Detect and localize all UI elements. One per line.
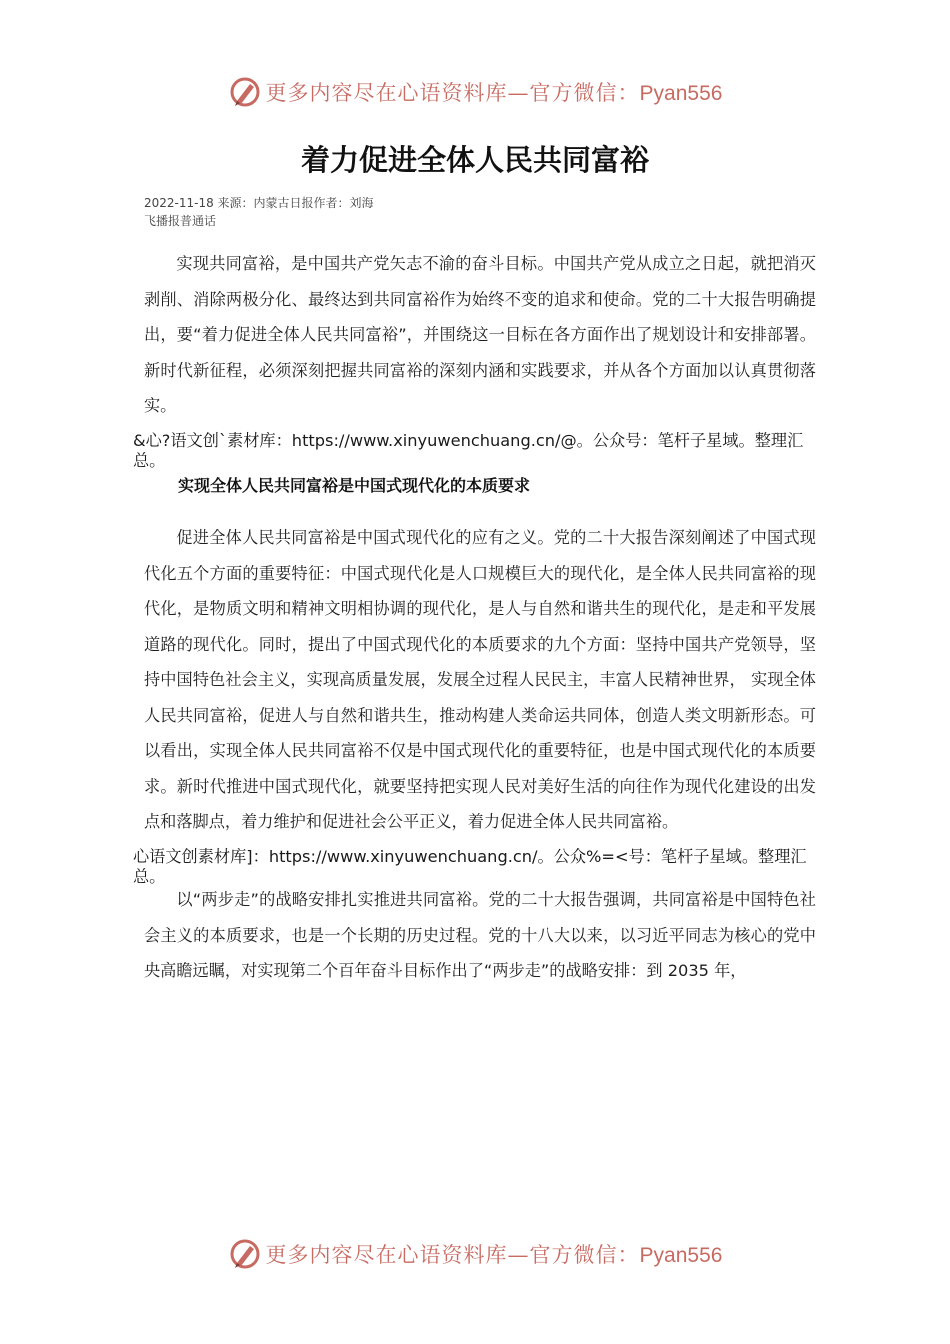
section-heading: 实现全体人民共同富裕是中国式现代化的本质要求: [178, 476, 531, 495]
paragraph-body: 促进全体人民共同富裕是中国式现代化的应有之义。党的二十大报告深刻阐述了中国式现代化五个方面的重要特征：中国式现代化是人口规模巨大的现代化，是全体人民共同富裕的现代化，是物质文明和精神文明相协调的现代化，是人与自然和谐共生的现代化，是走和平发展道路的现代化。同时，提出了中国式现代化的本质要求的九个方面：坚持中国共产党领导，坚持中国特色社会主义，实现高质量发展，发展全过程人民民主，丰富人民精神世界， 实现全体人民共同富裕，促进人与自然和谐共生，推动构建人类命运共同体，创造人类文明新形态。可以看出，实现全体人民共同富裕不仅是中国式现代化的重要特征，也是中国式现代化的本质要求。新时代推进中国式现代化，就要坚持把实现人民对美好生活的向往作为现代化建设的出发点和落脚点，着力维护和促进社会公平正义，着力促进全体人民共同富裕。: [144, 528, 816, 831]
watermark-note: 心语文创素材库]：https://www.xinyuwenchuang.cn/。公众%=<号：笔杆子星域。整理汇总。: [133, 847, 807, 886]
paragraph-intro: 实现共同富裕，是中国共产党矢志不渝的奋斗目标。中国共产党从成立之日起，就把消灭剥削、消除两极分化、最终达到共同富裕作为始终不变的追求和使命。党的二十大报告明确提出，要“着力促进全体人民共同富裕”，并围绕这一目标在各方面作出了规划设计和安排部署。新时代新征程，必须深刻把握共同富裕的深刻内涵和实践要求，并从各个方面加以认真贯彻落实。: [144, 254, 816, 415]
watermark-note: &心?语文创`素材库：https://www.xinyuwenchuang.cn/@。公众号：笔杆子星域。整理汇总。: [133, 431, 804, 470]
article-title: 着力促进全体人民共同富裕: [300, 143, 649, 177]
audio-broadcast-label: 飞播报普通话: [144, 214, 217, 228]
pen-logo-icon: [228, 1237, 262, 1271]
paragraph-two-steps: 以“两步走”的战略安排扎实推进共同富裕。党的二十大报告强调，共同富裕是中国特色社会主义的本质要求，也是一个长期的历史过程。党的十八大以来，以习近平同志为核心的党中央高瞻远瞩，对实现第二个百年奋斗目标作出了“两步走”的战略安排：到 2035 年，: [144, 890, 816, 980]
banner-text: 更多内容尽在心语资料库—官方微信：Pyan556: [265, 81, 723, 105]
pen-logo-icon: [228, 75, 262, 109]
wechat-id: Pyan556: [639, 1244, 723, 1267]
article-meta: 2022-11-18 来源：内蒙古日报作者：刘海: [144, 196, 374, 210]
header-banner: [0, 74, 950, 110]
wechat-id: Pyan556: [639, 82, 723, 105]
banner-text: 更多内容尽在心语资料库—官方微信：Pyan556: [265, 1243, 723, 1267]
footer-banner: [0, 1236, 950, 1272]
